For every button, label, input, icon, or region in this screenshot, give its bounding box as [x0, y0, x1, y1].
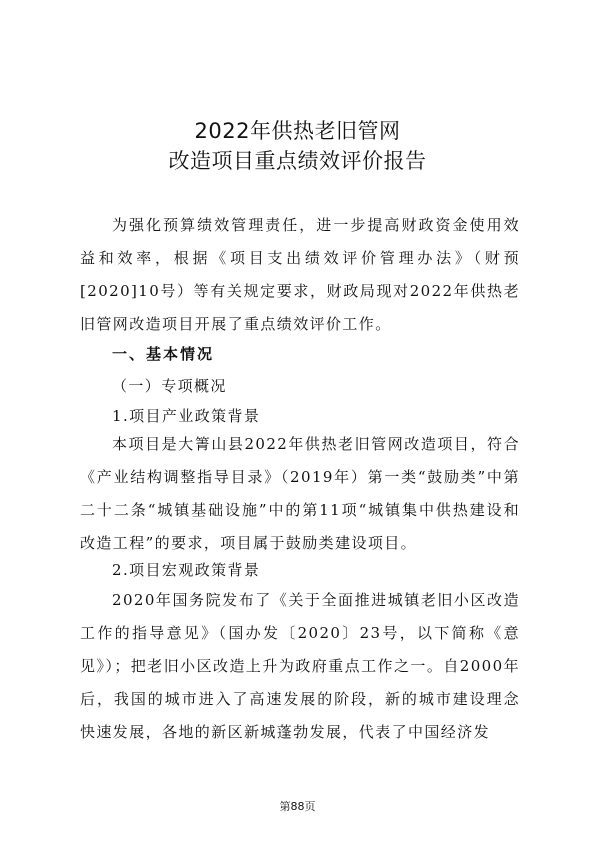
subsection-heading-overview: （一）专项概况 — [112, 377, 227, 395]
item-heading-industry-policy: 1.项目产业政策背景 — [112, 407, 261, 425]
report-title-line-1: 2022年供热老旧管网 — [194, 119, 401, 143]
macro-policy-paragraph: 2020年国务院发布了《关于全面推进城镇老旧小区改造工作的指导意见》（国办发〔2020〕23号，以下简称《意见》）；把老旧小区改造上升为政府重点工作之一。自2000年后，我国的城市进入了高速发展的阶段，新的城市建设理念快速发展，各地的新区新城蓬勃发展，代表了中国经济发 — [80, 591, 520, 741]
item-heading-macro-policy: 2.项目宏观政策背景 — [112, 561, 261, 579]
page-number: 第88页 — [279, 800, 316, 813]
section-heading-basic-info: 一、基本情况 — [112, 345, 215, 363]
intro-paragraph: 为强化预算绩效管理责任，进一步提高财政资金使用效益和效率，根据《项目支出绩效评价管理办法》（财预[2020]10号）等有关规定要求，财政局现对2022年供热老旧管网改造项目开展了重点绩效评价工作。 — [80, 216, 520, 333]
industry-policy-paragraph: 本项目是大箐山县2022年供热老旧管网改造项目，符合《产业结构调整指导目录》（2019年）第一类“鼓励类”中第二十二条“城镇基础设施”中的第11项“城镇集中供热建设和改造工程”的要求，项目属于鼓励类建设项目。 — [80, 435, 520, 552]
report-title-line-2: 改造项目重点绩效评价报告 — [168, 149, 427, 173]
